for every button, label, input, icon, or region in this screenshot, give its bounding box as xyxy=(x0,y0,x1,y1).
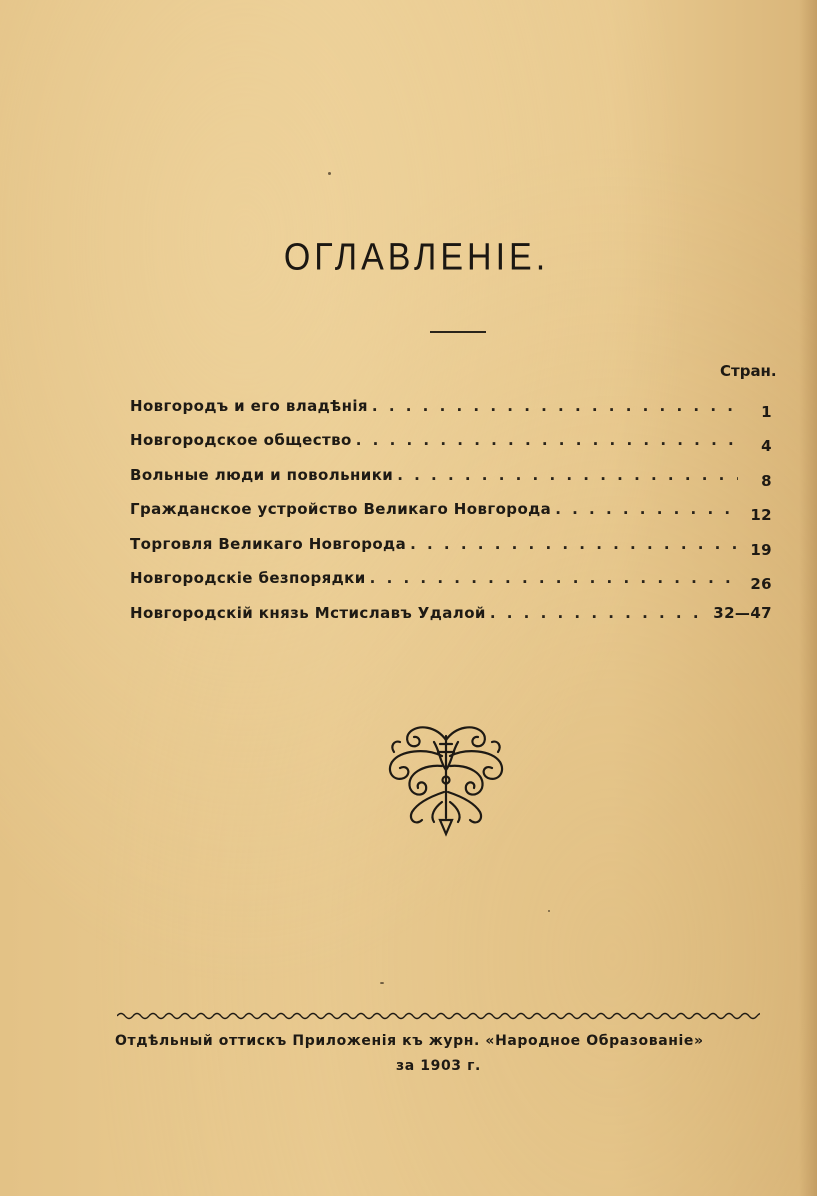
paper-speck xyxy=(380,982,384,984)
toc-entry-page: 19 xyxy=(750,540,772,559)
toc-leader-dots xyxy=(356,431,738,449)
toc-leader-dots xyxy=(555,500,738,518)
toc-entry-title: Вольные люди и повольники xyxy=(130,465,394,484)
table-of-contents xyxy=(130,380,772,622)
paper-speck xyxy=(328,172,331,175)
wavy-divider xyxy=(117,1010,760,1022)
footer-year: за 1903 г. xyxy=(396,1058,481,1074)
toc-entry[interactable] xyxy=(130,449,772,490)
toc-entry-title: Новгородъ и его владѣнія xyxy=(130,396,368,415)
toc-entry[interactable] xyxy=(130,553,772,593)
toc-entry-page: 8 xyxy=(761,471,772,490)
paper-speck xyxy=(548,910,550,912)
page-title: ОГЛАВЛЕНІЕ. xyxy=(283,235,550,279)
page-edge-shadow xyxy=(799,0,817,1196)
toc-entry[interactable] xyxy=(130,518,772,559)
toc-entry-title: Новгородское общество xyxy=(130,431,352,449)
toc-leader-dots xyxy=(372,397,738,415)
toc-leader-dots xyxy=(397,466,738,484)
floral-ornament-icon xyxy=(384,722,508,840)
toc-entry-page: 12 xyxy=(750,506,772,524)
toc-entry-title: Новгородскіе безпорядки xyxy=(130,569,366,587)
toc-entry-title: Гражданское устройство Великаго Новгорода xyxy=(130,500,552,518)
toc-leader-dots xyxy=(490,604,709,622)
title-divider xyxy=(430,331,486,333)
toc-entry-title: Торговля Великаго Новгорода xyxy=(130,534,407,553)
footer-offprint-note: Отдѣльный оттискъ Приложенія къ журн. «Народное Образованіе» xyxy=(115,1033,704,1049)
toc-entry[interactable] xyxy=(130,380,772,421)
toc-entry-page: 32—47 xyxy=(713,603,772,622)
toc-leader-dots xyxy=(370,569,738,587)
toc-entry[interactable] xyxy=(130,587,772,622)
page-column-header: Стран. xyxy=(720,362,777,380)
toc-entry-page: 26 xyxy=(750,575,772,593)
toc-leader-dots xyxy=(410,535,738,553)
toc-entry[interactable] xyxy=(130,415,772,455)
toc-entry[interactable] xyxy=(130,484,772,524)
toc-entry-page: 1 xyxy=(761,402,772,421)
toc-entry-page: 4 xyxy=(761,437,772,455)
toc-entry-title: Новгородскій князь Мстиславъ Удалой xyxy=(130,603,486,622)
